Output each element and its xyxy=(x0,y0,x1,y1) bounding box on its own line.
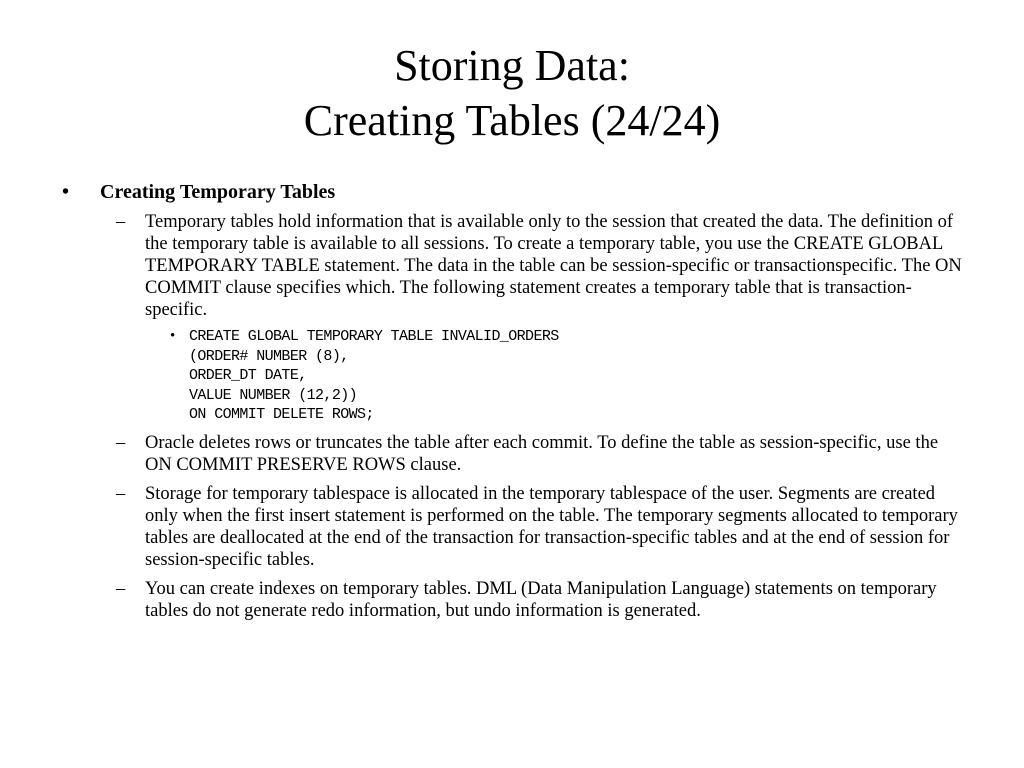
code-block xyxy=(0,327,1024,425)
sub-bullet-text: Temporary tables hold information that is available only to the session that created the data. The definition of the temporary table is available to all sessions. To create a temporary table, you use the CREATE GLOBAL TEMPORARY TABLE statement. The data in the table can be session-specific or transactionspecific. The ON COMMIT clause specifies which. The following statement creates a temporary table that is transaction-specific. xyxy=(145,212,962,320)
code-line: VALUE NUMBER (12,2)) xyxy=(189,386,358,404)
code-bullet-marker: • xyxy=(170,328,175,344)
sub-bullet xyxy=(0,483,965,571)
code-line: (ORDER# NUMBER (8), xyxy=(189,347,349,365)
code-line: ON COMMIT DELETE ROWS; xyxy=(189,406,374,423)
title-line-2: Creating Tables (24/24) xyxy=(303,96,721,145)
code-line: CREATE GLOBAL TEMPORARY TABLE INVALID_ORDERS xyxy=(189,328,559,345)
sub-bullet-text: Oracle deletes rows or truncates the table after each commit. To define the table as session-specific, use the ON COMMIT PRESERVE ROWS clause. xyxy=(145,432,939,475)
sub-bullet xyxy=(0,578,965,622)
sub-bullet xyxy=(0,211,965,321)
title-line-1: Storing Data: xyxy=(394,41,630,90)
bullet-marker: • xyxy=(62,181,70,203)
sub-bullet-text: You can create indexes on temporary tables. DML (Data Manipulation Language) statements on temporary tables do not generate redo information, but undo information is generated. xyxy=(145,578,937,621)
slide-title xyxy=(0,38,1024,148)
sub-bullet xyxy=(0,432,965,476)
bullet-heading xyxy=(0,180,1024,204)
dash-marker: – xyxy=(116,432,126,453)
slide-content xyxy=(0,180,1024,622)
bullet-heading-text: Creating Temporary Tables xyxy=(100,181,336,203)
dash-marker: – xyxy=(116,212,126,232)
dash-marker: – xyxy=(116,578,126,599)
code-line: ORDER_DT DATE, xyxy=(189,367,307,384)
dash-marker: – xyxy=(116,483,126,504)
sub-bullet-text: Storage for temporary tablespace is allocated in the temporary tablespace of the user. Segments are created only when the first insert statement is performed on the table. The temporary segments allocated to temporary tables are deallocated at the end of the transaction for transaction-specific tables and at the end of session for session-specific tables. xyxy=(145,483,958,570)
